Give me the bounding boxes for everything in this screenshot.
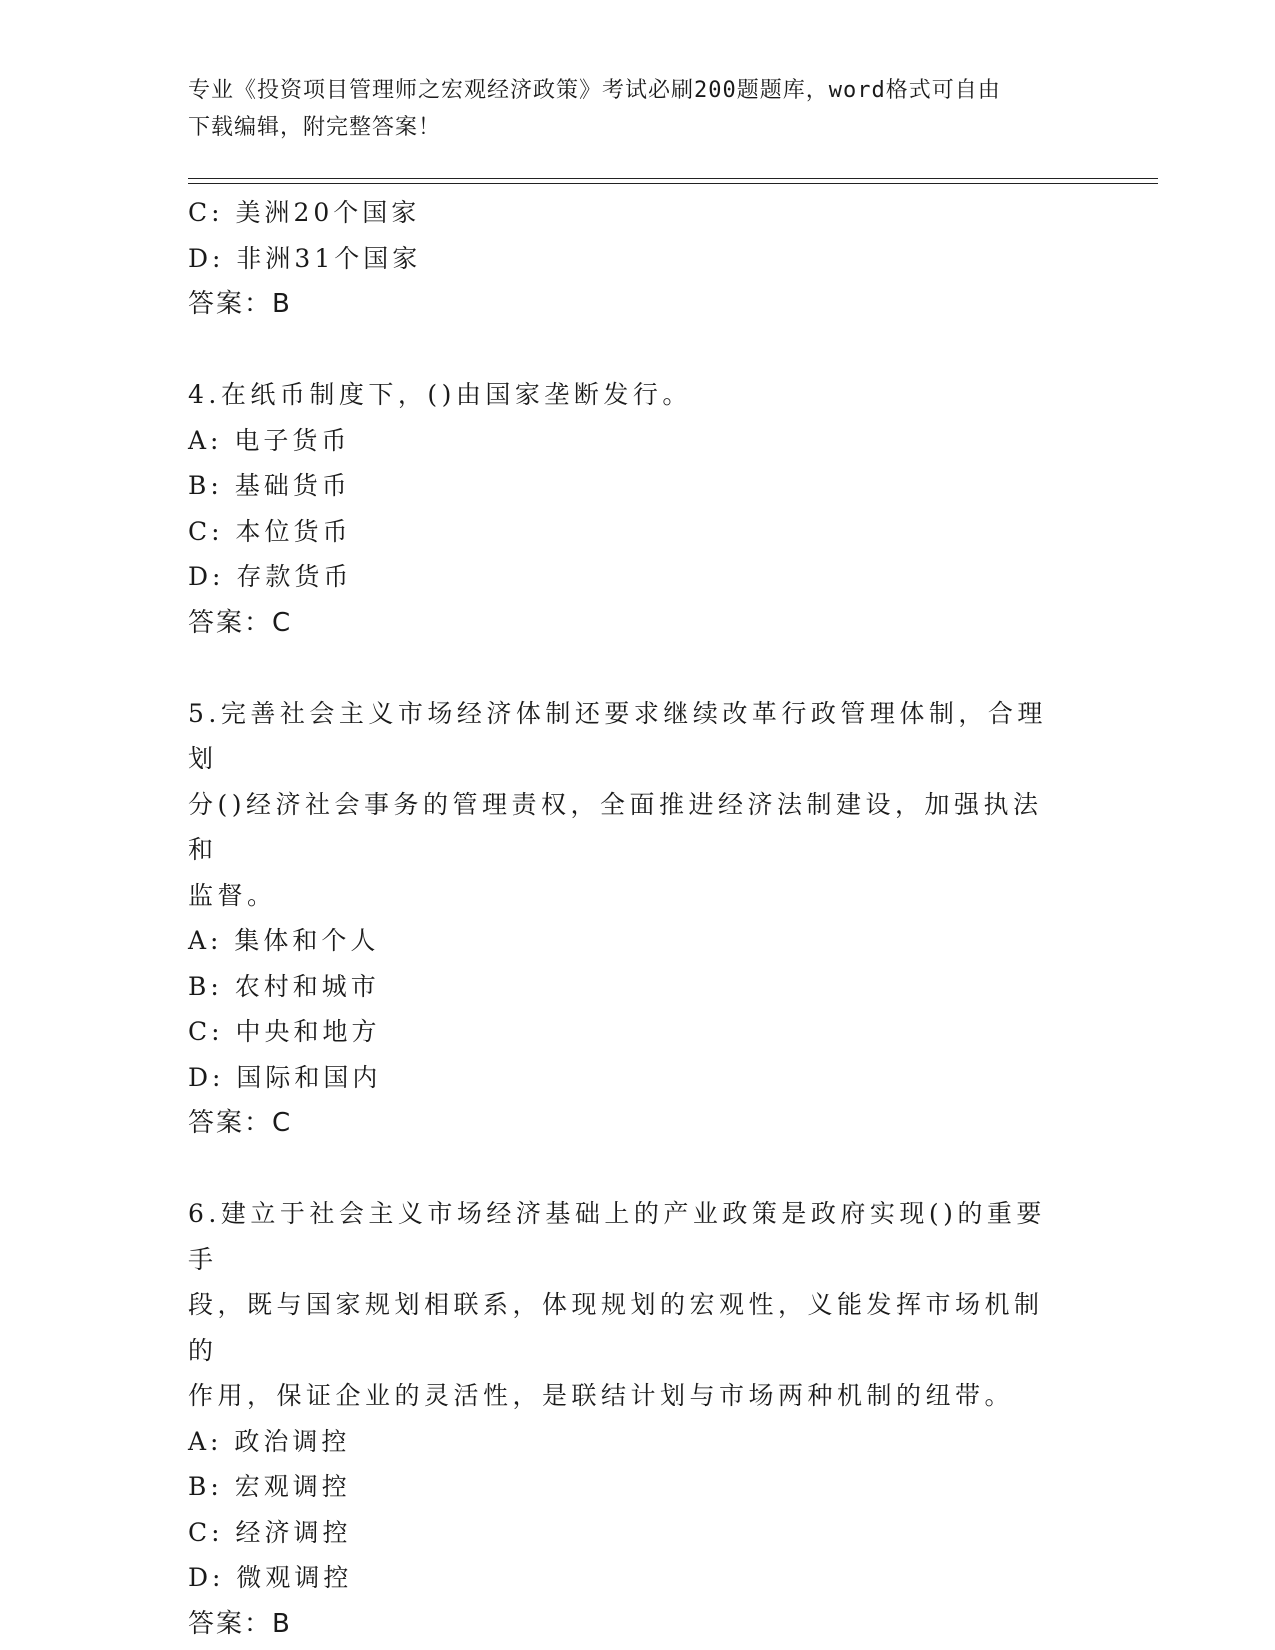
option-c: C: 中央和地方 bbox=[188, 1017, 381, 1046]
stem-line: 分()经济社会事务的管理责权，全面推进经济法制建设，加强执法和 bbox=[188, 789, 1043, 864]
option-a: A: 政治调控 bbox=[188, 1426, 351, 1456]
stem-line: 段，既与国家规划相联系，体现规划的宏观性，义能发挥市场机制的 bbox=[188, 1290, 1044, 1365]
option-b: B: 农村和城市 bbox=[188, 971, 380, 1001]
option-a: A: 集体和个人 bbox=[188, 926, 380, 955]
option-d: D: 微观调控 bbox=[188, 1563, 353, 1592]
spacer bbox=[188, 327, 1068, 372]
answer-line: 答案：B bbox=[188, 289, 292, 319]
question-list bbox=[188, 190, 1068, 1647]
question-block-3 bbox=[188, 190, 1068, 327]
answer-line: 答案：C bbox=[188, 607, 293, 638]
question-stem bbox=[188, 1191, 1068, 1419]
option-c: C: 经济调控 bbox=[188, 1517, 352, 1547]
document-header bbox=[188, 72, 1068, 146]
stem-line: 作用，保证企业的灵活性，是联结计划与市场两种机制的纽带。 bbox=[188, 1381, 1015, 1410]
answer-line: 答案：B bbox=[188, 1608, 292, 1639]
question-block-4 bbox=[188, 372, 1068, 646]
spacer bbox=[188, 1146, 1068, 1191]
stem-line: 监督。 bbox=[188, 880, 277, 910]
header-line-1: 专业《投资项目管理师之宏观经济政策》考试必刷200题题库，word格式可自由 bbox=[188, 78, 1001, 103]
question-block-6 bbox=[188, 1191, 1068, 1647]
option-d: D: 非洲31个国家 bbox=[188, 243, 422, 273]
option-c: C: 本位货币 bbox=[188, 516, 352, 546]
option-c: C: 美洲20个国家 bbox=[188, 198, 421, 227]
stem-line: 6.建立于社会主义市场经济基础上的产业政策是政府实现()的重要手 bbox=[188, 1199, 1046, 1274]
option-a: A: 电子货币 bbox=[188, 425, 351, 455]
header-divider-bottom bbox=[188, 183, 1158, 184]
question-stem bbox=[188, 691, 1068, 919]
header-line-2: 下载编辑，附完整答案！ bbox=[188, 115, 442, 140]
option-d: D: 存款货币 bbox=[188, 562, 353, 591]
answer-line: 答案：C bbox=[188, 1108, 293, 1138]
option-b: B: 基础货币 bbox=[188, 471, 351, 500]
option-d: D: 国际和国内 bbox=[188, 1062, 382, 1092]
spacer bbox=[188, 646, 1068, 691]
stem-line: 4.在纸币制度下，()由国家垄断发行。 bbox=[188, 380, 692, 409]
header-divider-top bbox=[188, 178, 1158, 179]
stem-line: 5.完善社会主义市场经济体制还要求继续改革行政管理体制，合理划 bbox=[188, 698, 1047, 773]
question-block-5 bbox=[188, 691, 1068, 1147]
question-stem bbox=[188, 372, 1068, 418]
option-b: B: 宏观调控 bbox=[188, 1472, 351, 1501]
